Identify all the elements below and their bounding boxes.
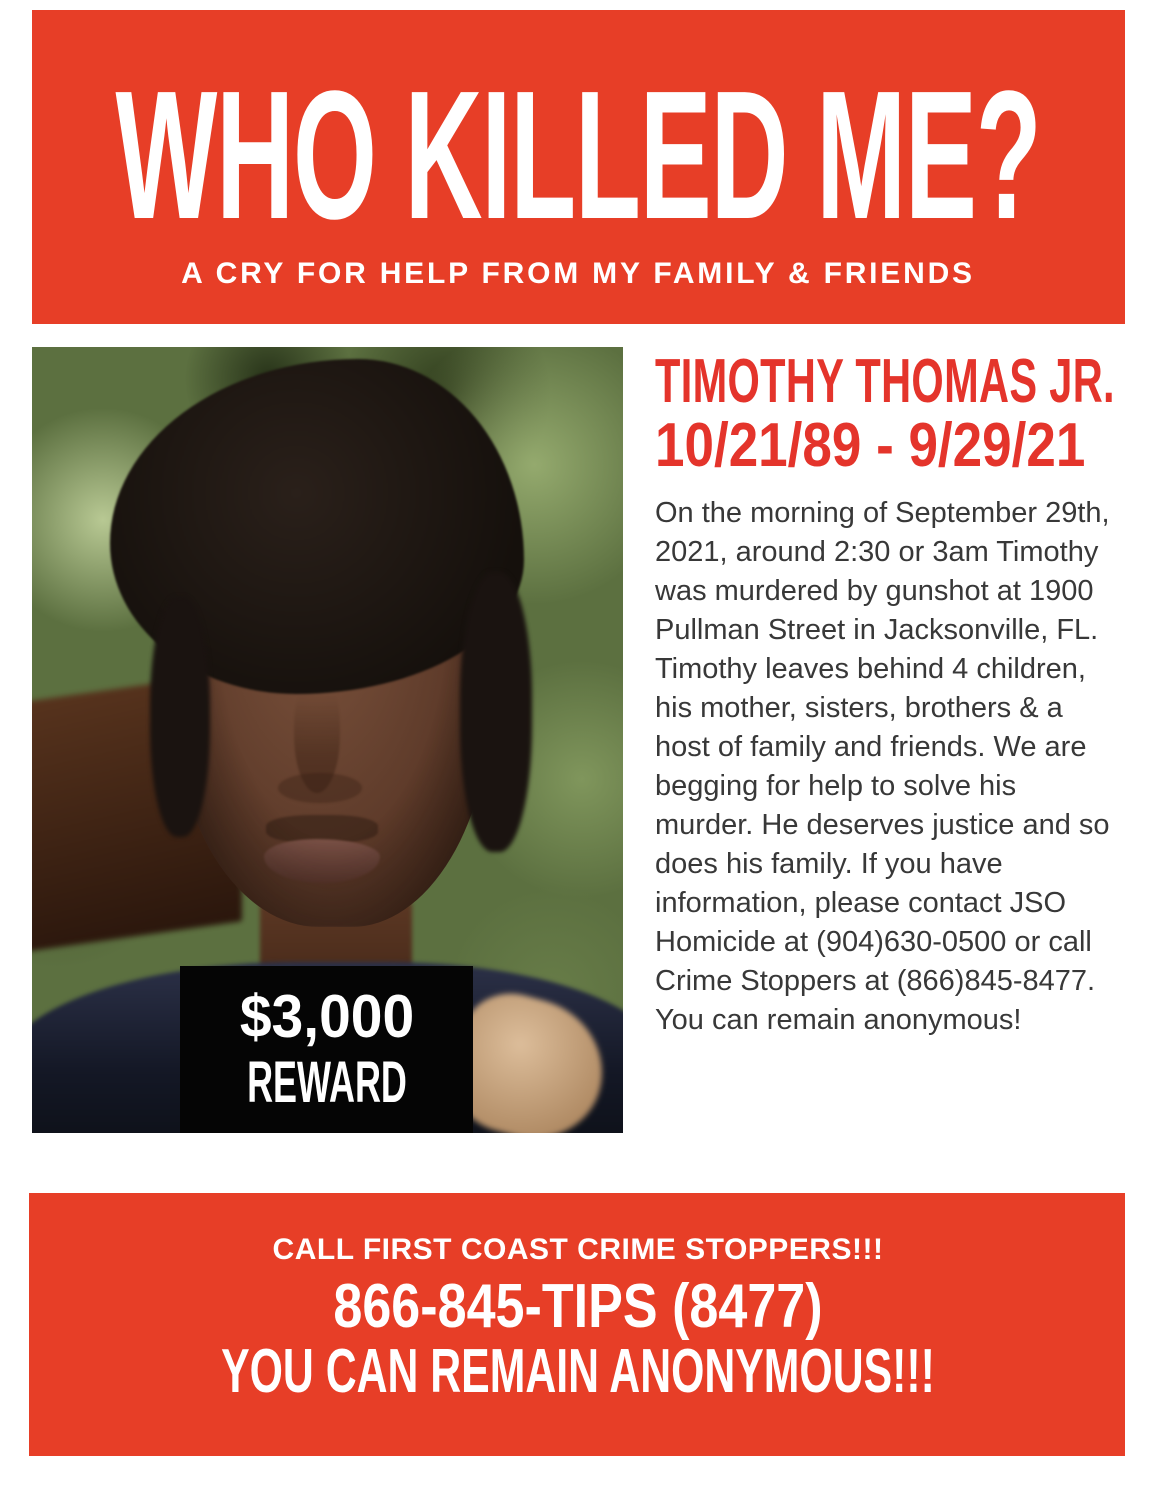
photo-hair-left xyxy=(150,597,210,837)
victim-name: TIMOTHY THOMAS JR. xyxy=(655,347,1115,416)
crime-stoppers-call-line: CALL FIRST COAST CRIME STOPPERS!!! xyxy=(272,1233,884,1266)
reward-label: REWARD xyxy=(246,1050,407,1115)
anonymous-line: YOU CAN REMAIN ANONYMOUS!!! xyxy=(221,1337,935,1406)
photo-hair-right xyxy=(460,572,532,852)
poster-title: WHO KILLED ME? xyxy=(115,52,1041,257)
reward-amount: $3,000 xyxy=(239,983,414,1050)
reward-badge xyxy=(180,966,473,1133)
victim-dates: 10/21/89 - 9/29/21 xyxy=(655,411,1086,480)
poster-subtitle: A CRY FOR HELP FROM MY FAMILY & FRIENDS xyxy=(181,257,975,290)
crime-stoppers-phone: 866-845-TIPS (8477) xyxy=(333,1272,823,1341)
victim-story: On the morning of September 29th, 2021, around 2:30 or 3am Timothy was murdered by gunshot at 1900 Pullman Street in Jacksonville, FL. Timothy leaves behind 4 children, his mother, sisters, brothers & a host of family and friends. We are begging for help to solve his murder. He deserves justice and so does his family. If you have information, please contact JSO Homicide at (904)630-0500 or call Crime Stoppers at (866)845-8477. You can remain anonymous! xyxy=(655,497,1110,1036)
victim-photo xyxy=(32,347,623,1133)
